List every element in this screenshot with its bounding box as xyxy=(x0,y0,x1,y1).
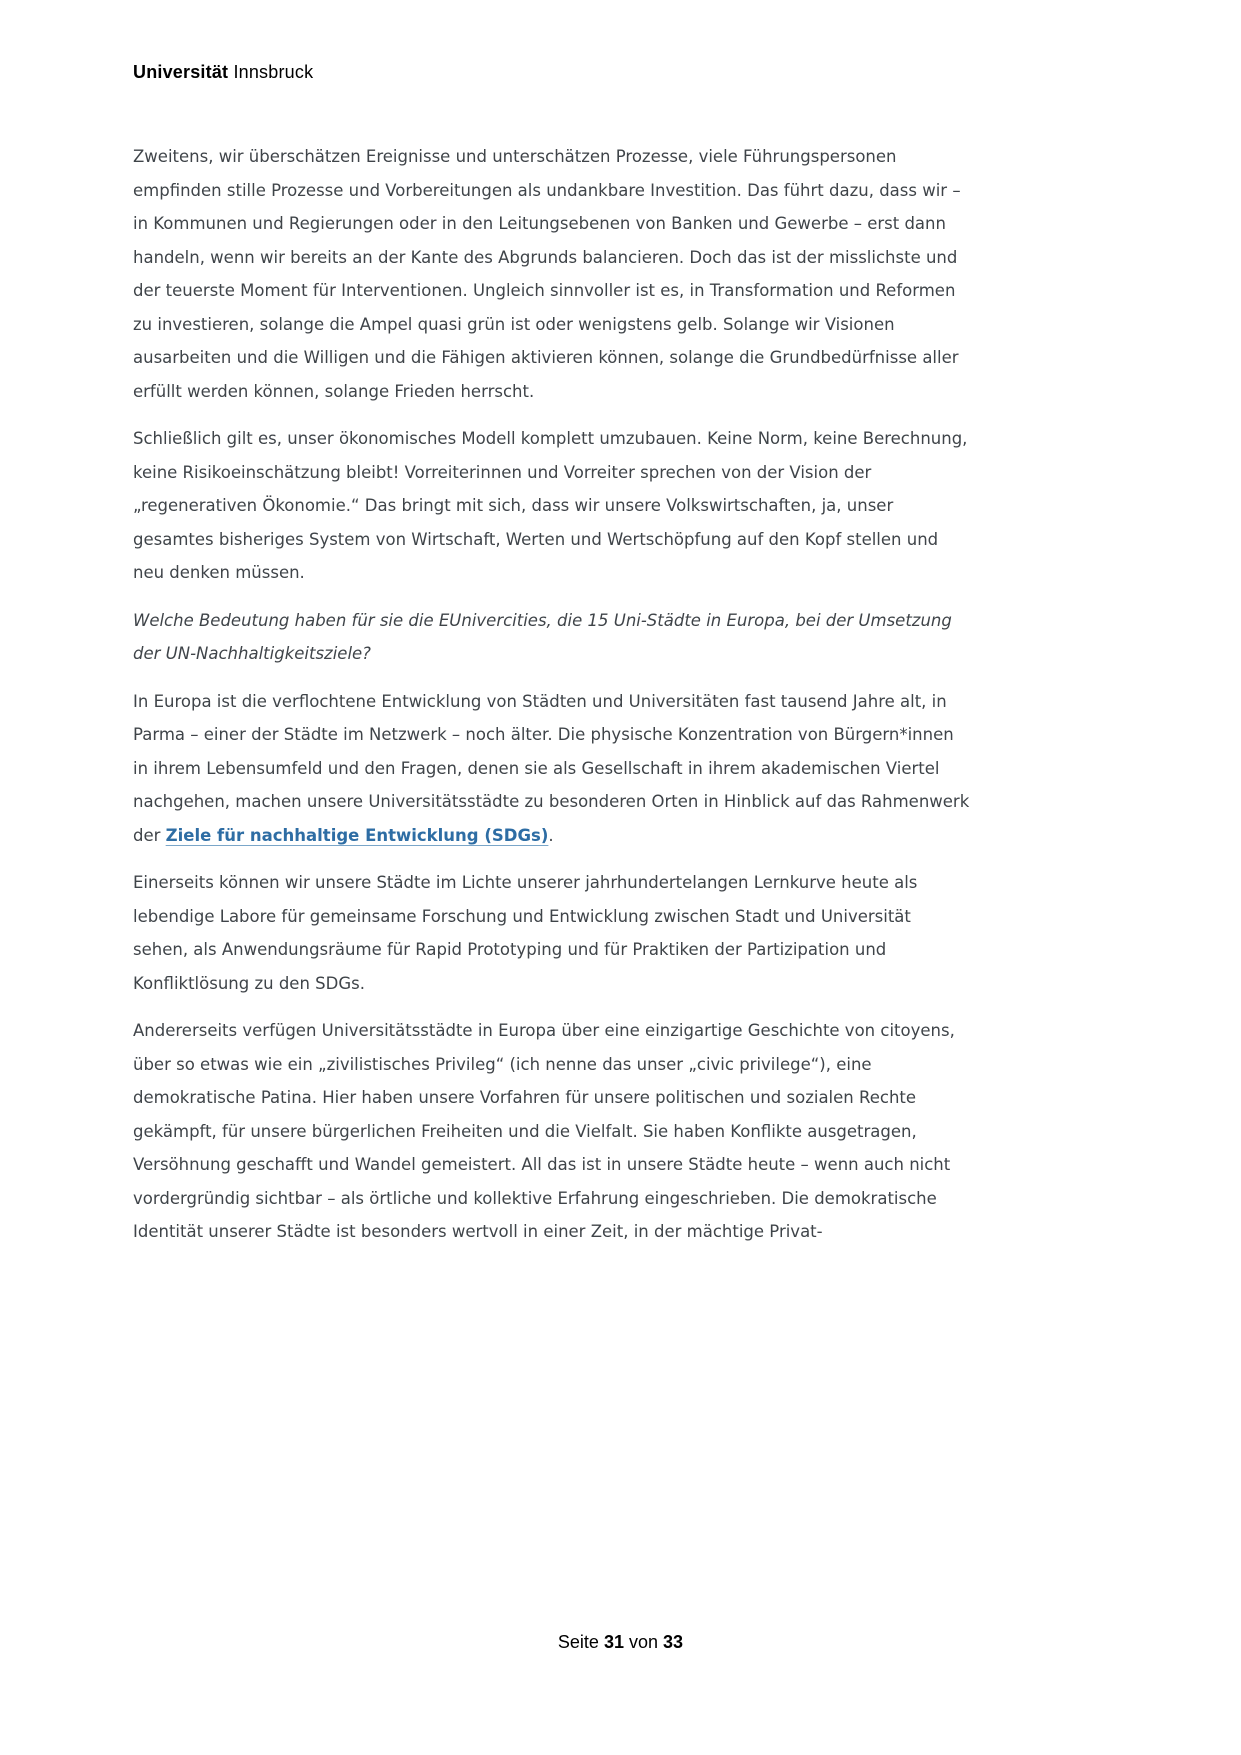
body-text xyxy=(133,140,971,1263)
sdg-hyperlink[interactable]: Ziele für nachhaltige Entwicklung (SDGs) xyxy=(165,825,549,845)
footer-middle: von xyxy=(629,1632,659,1652)
body-paragraph: Zweitens, wir überschätzen Ereignisse und unterschätzen Prozesse, viele Führungspersonen empfinden stille Prozesse und Vorbereitungen als undankbare Investition. Das führt dazu, dass wir – in Kommunen und Regierungen oder in den Leitungsebenen von Banken und Gewerbe – erst dann handeln, wenn wir bereits an der Kante des Abgrunds balancieren. Doch das ist der misslichste und der teuerste Moment für Interventionen. Ungleich sinnvoller ist es, in Transformation und Reformen zu investieren, solange die Ampel quasi grün ist oder wenigstens gelb. Solange wir Visionen ausarbeiten und die Willigen und die Fähigen aktivieren können, solange die Grundbedürfnisse aller erfüllt werden können, solange Frieden herrscht. xyxy=(133,147,961,401)
body-paragraph xyxy=(133,685,971,853)
footer-total-pages: 33 xyxy=(663,1632,684,1652)
interview-question-paragraph: Welche Bedeutung haben für sie die EUnivercities, die 15 Uni-Städte in Europa, bei der Umsetzung der UN-Nachhaltigkeitsziele? xyxy=(133,610,952,663)
body-paragraph: Andererseits verfügen Universitätsstädte in Europa über eine einzigartige Geschichte von citoyens, über so etwas wie ein „zivilistisches Privileg“ (ich nenne das unser „civic privilege“), eine demokratische Patina. Hier haben unsere Vorfahren für unsere politischen und sozialen Rechte gekämpft, für unsere bürgerlichen Freiheiten und die Vielfalt. Sie haben Konflikte ausgetragen, Versöhnung geschafft und Wandel gemeistert. All das ist in unsere Städte heute – wenn auch nicht vordergründig sichtbar – als örtliche und kollektive Erfahrung eingeschrieben. Die demokratische Identität unserer Städte ist besonders wertvoll in einer Zeit, in der mächtige Privat- xyxy=(133,1021,955,1241)
footer-prefix: Seite xyxy=(557,1632,599,1652)
header-brand-bold: Universität xyxy=(133,62,229,82)
body-paragraph: Schließlich gilt es, unser ökonomisches Modell komplett umzubauen. Keine Norm, keine Berechnung, keine Risikoeinschätzung bleibt! Vorreiterinnen und Vorreiter sprechen von der Vision der „regenerativen Ökonomie.“ Das bringt mit sich, dass wir unsere Volkswirtschaften, ja, unser gesamtes bisheriges System von Wirtschaft, Werten und Wertschöpfung auf den Kopf stellen und neu denken müssen. xyxy=(133,429,968,582)
page-footer xyxy=(0,1632,1241,1653)
paragraph-text-segment: . xyxy=(548,825,554,845)
footer-current-page: 31 xyxy=(603,1632,624,1652)
body-paragraph: Einerseits können wir unsere Städte im Lichte unserer jahrhundertelangen Lernkurve heute als lebendige Labore für gemeinsame Forschung und Entwicklung zwischen Stadt und Universität sehen, als Anwendungsräume für Rapid Prototyping und für Praktiken der Partizipation und Konfliktlösung zu den SDGs. xyxy=(133,873,918,993)
header-brand-regular: Innsbruck xyxy=(233,62,314,82)
paragraph-text-segment: In Europa ist die verflochtene Entwicklung von Städten und Universitäten fast tausend Jahre alt, in Parma – einer der Städte im Netzwerk – noch älter. Die physische Konzentration von Bürgern*innen in ihrem Lebensumfeld und den Fragen, denen sie als Gesellschaft in ihrem akademischen Viertel nachgehen, machen unsere Universitätsstädte zu besonderen Orten in Hinblick auf das Rahmenwerk der xyxy=(133,691,970,845)
university-header xyxy=(133,62,313,83)
